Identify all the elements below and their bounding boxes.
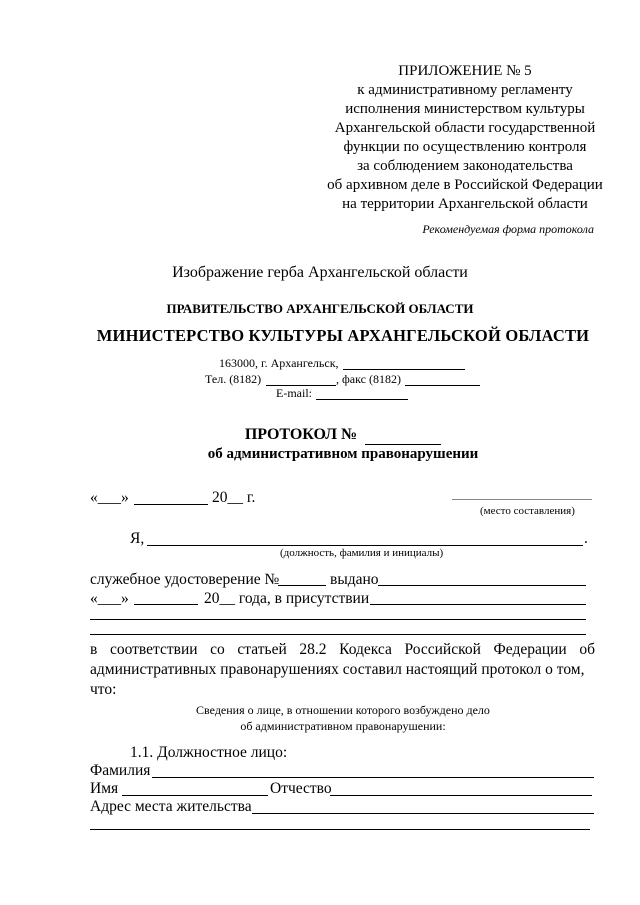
appendix-line: за соблюдением законодательства bbox=[357, 158, 573, 174]
date-day: «___» bbox=[90, 489, 129, 506]
protocol-paragraph bbox=[90, 640, 595, 700]
blank-line-2 bbox=[90, 634, 586, 635]
info-line-1: Сведения о лице, в отношении которого возбуждено дело bbox=[196, 703, 490, 717]
name-label: Имя bbox=[90, 780, 119, 797]
presence-month-line bbox=[134, 604, 198, 605]
patronymic-line[interactable] bbox=[330, 795, 592, 796]
appendix-line: к административному регламенту bbox=[357, 82, 573, 98]
official-heading: 1.1. Должностное лицо: bbox=[130, 744, 288, 761]
official-caption: (должность, фамилия и инициалы) bbox=[280, 547, 444, 559]
patronymic-label: Отчество bbox=[270, 780, 332, 797]
info-heading bbox=[0, 702, 640, 734]
id-text: служебное удостоверение № bbox=[90, 571, 280, 588]
place-line bbox=[452, 499, 592, 500]
appendix-line: на территории Архангельской области bbox=[342, 196, 588, 212]
date-year: 20__ г. bbox=[212, 489, 256, 506]
address-phone: Тел. (8182) bbox=[205, 372, 262, 386]
id-issued: выдано bbox=[330, 571, 379, 588]
i-label: Я, bbox=[130, 530, 145, 547]
id-issued-line bbox=[378, 585, 586, 586]
protocol-title bbox=[0, 426, 640, 445]
blank-line-1 bbox=[90, 619, 586, 620]
paragraph-last: что: bbox=[90, 681, 117, 698]
date-month-line bbox=[134, 504, 208, 505]
address-fax-line bbox=[405, 385, 480, 386]
i-end: . bbox=[584, 530, 588, 547]
presence-day: «___» bbox=[90, 590, 129, 607]
address-label: Адрес места жительства bbox=[90, 798, 252, 815]
government-name: ПРАВИТЕЛЬСТВО АРХАНГЕЛЬСКОЙ ОБЛАСТИ bbox=[166, 301, 474, 316]
coat-of-arms-placeholder: Изображение герба Архангельской области bbox=[172, 264, 468, 281]
appendix-line: об архивном деле в Российской Федерации bbox=[327, 177, 603, 193]
paragraph-text: в соответствии со статьей 28.2 Кодекса Российской Федерации об административных правонарушениях составил настоящий протокол о том, bbox=[90, 641, 595, 678]
presence-year: 20__ года, в присутствии bbox=[204, 590, 370, 607]
surname-label: Фамилия bbox=[90, 762, 151, 779]
official-line bbox=[147, 545, 583, 546]
appendix-line: исполнения министерством культуры bbox=[345, 101, 585, 117]
appendix-line: Архангельской области государственной bbox=[334, 120, 596, 136]
recommended-form-note: Рекомендуемая форма протокола bbox=[422, 222, 594, 236]
address-line-2[interactable] bbox=[90, 829, 590, 830]
ministry-name: МИНИСТЕРСТВО КУЛЬТУРЫ АРХАНГЕЛЬСКОЙ ОБЛАСТИ bbox=[96, 326, 590, 345]
place-caption: (место составления) bbox=[480, 505, 575, 517]
id-number-line bbox=[278, 585, 326, 586]
address-line[interactable] bbox=[252, 813, 594, 814]
address-city: 163000, г. Архангельск, bbox=[219, 356, 339, 370]
presence-line bbox=[370, 604, 586, 605]
protocol-number-line bbox=[365, 426, 441, 445]
appendix-block bbox=[300, 62, 630, 214]
protocol-subtitle: об административном правонарушении bbox=[207, 446, 479, 462]
address-city-line bbox=[343, 369, 465, 370]
address-email: E-mail: bbox=[276, 386, 312, 400]
appendix-title: ПРИЛОЖЕНИЕ № 5 bbox=[398, 63, 532, 79]
name-line[interactable] bbox=[122, 795, 268, 796]
address-fax: , факс (8182) bbox=[336, 372, 401, 386]
info-line-2: об административном правонарушении: bbox=[240, 719, 446, 733]
appendix-line: функции по осуществлению контроля bbox=[343, 139, 587, 155]
address-email-line bbox=[316, 399, 408, 400]
protocol-title-text: ПРОТОКОЛ № bbox=[244, 426, 358, 443]
surname-line[interactable] bbox=[152, 777, 594, 778]
